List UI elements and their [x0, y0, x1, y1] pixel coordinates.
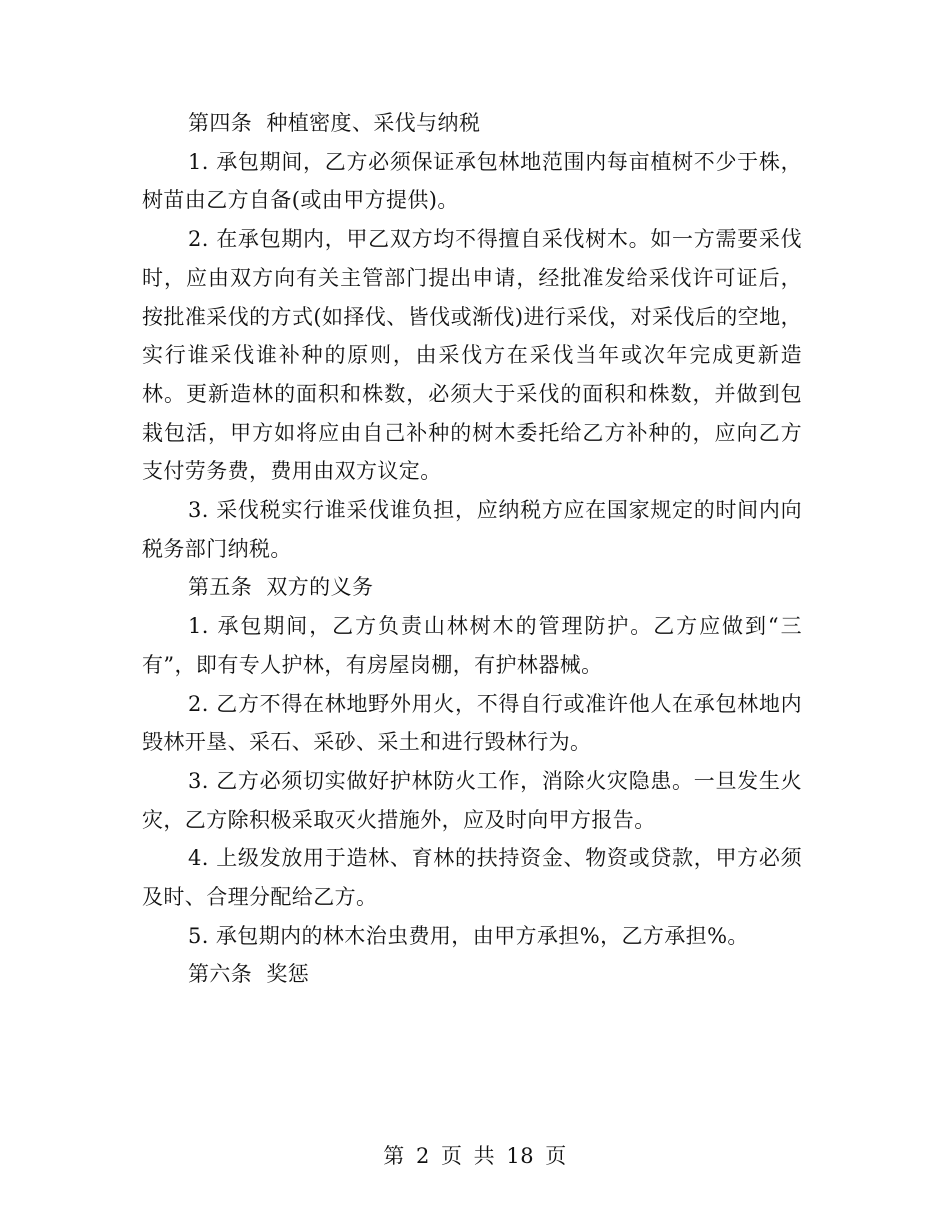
paragraph: 1. 承包期间，乙方必须保证承包林地范围内每亩植树不少于株，树苗由乙方自备(或由甲方提供)。 — [142, 149, 802, 213]
paragraph: 4. 上级发放用于造林、育林的扶持资金、物资或贷款，甲方必须及时、合理分配给乙方。 — [142, 846, 802, 910]
paragraph: 5. 承包期内的林木治虫费用，由甲方承担%，乙方承担%。 — [188, 923, 749, 948]
document-body — [142, 104, 802, 994]
page-number-footer: 第 2 页 共 18 页 — [383, 1144, 567, 1168]
paragraph: 1. 承包期间，乙方负责山林树木的管理防护。乙方应做到“三有”，即有专人护林，有房屋岗棚，有护林器械。 — [142, 614, 802, 677]
article-5-heading: 第五条 双方的义务 — [188, 575, 374, 600]
article-6-heading: 第六条 奖惩 — [188, 962, 310, 987]
paragraph: 3. 采伐税实行谁采伐谁负担，应纳税方应在国家规定的时间内向税务部门纳税。 — [142, 498, 802, 561]
paragraph: 2. 乙方不得在林地野外用火，不得自行或准许他人在承包林地内毁林开垦、采石、采砂、采土和进行毁林行为。 — [142, 691, 802, 755]
article-4-heading: 第四条 种植密度、采伐与纳税 — [188, 111, 481, 135]
paragraph: 3. 乙方必须切实做好护林防火工作，消除火灾隐患。一旦发生火灾，乙方除积极采取灭火措施外，应及时向甲方报告。 — [142, 768, 802, 832]
paragraph: 2. 在承包期内，甲乙双方均不得擅自采伐树木。如一方需要采伐时，应由双方向有关主管部门提出申请，经批准发给采伐许可证后，按批准采伐的方式(如择伐、皆伐或渐伐)进行采伐，对采伐后的空地，实行谁采伐谁补种的原则，由采伐方在采伐当年或次年完成更新造林。更新造林的面积和株数，必须大于采伐的面积和株数，并做到包栽包活，甲方如将应由自己补种的树木委托给乙方补种的，应向乙方支付劳务费，费用由双方议定。 — [142, 227, 802, 484]
